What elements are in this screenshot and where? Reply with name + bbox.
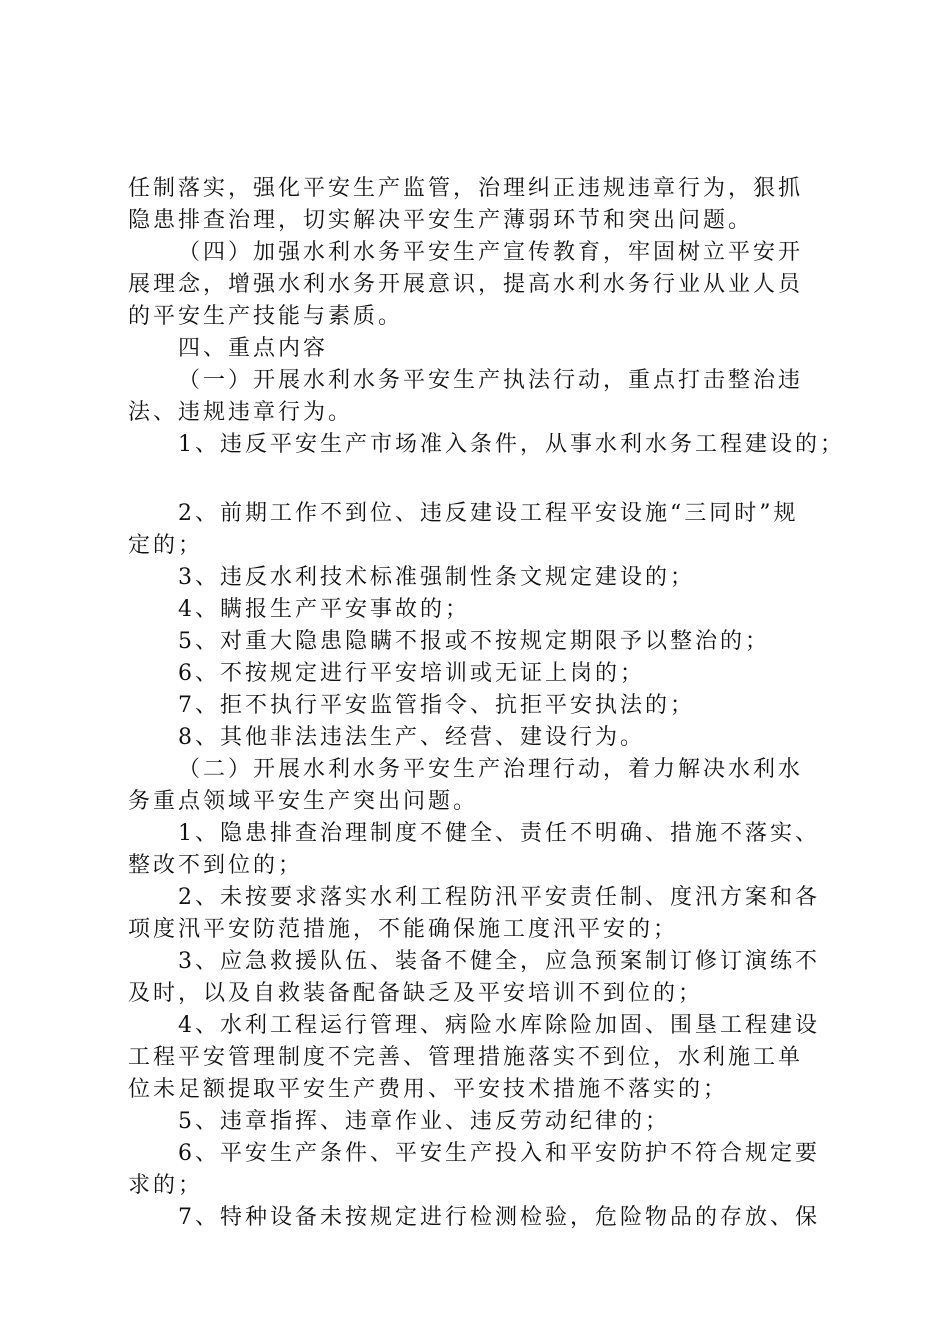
text-line: 2、前期工作不到位、违反建设工程平安设施“三同时”规 [178, 501, 799, 526]
text-line: （一）开展水利水务平安生产执法行动，重点打击整治违 [178, 368, 804, 393]
text-line: （二）开展水利水务平安生产治理行动，着力解决水利水 [178, 757, 804, 782]
text-line: 6、平安生产条件、平安生产投入和平安防护不符合规定要 [178, 1141, 820, 1166]
text-line: 务重点领域平安生产突出问题。 [128, 789, 479, 814]
text-line: 整改不到位的； [128, 853, 304, 878]
blank-line [128, 461, 828, 498]
text-line: 1、违反平安生产市场准入条件，从事水利水务工程建设的； [178, 432, 845, 457]
text-line: 5、对重大隐患隐瞒不报或不按规定期限予以整治的； [178, 629, 770, 654]
text-line: （四）加强水利水务平安生产宣传教育，牢固树立平安开 [178, 240, 804, 265]
text-line: 工程平安管理制度不完善、管理措施落实不到位，水利施工单 [128, 1045, 804, 1070]
text-line: 3、违反水利技术标准强制性条文规定建设的； [178, 565, 695, 590]
text-line: 4、水利工程运行管理、病险水库除险加固、围垦工程建设 [178, 1013, 820, 1038]
text-line: 位未足额提取平安生产费用、平安技术措施不落实的； [128, 1077, 729, 1102]
text-line: 定的； [128, 533, 204, 558]
text-line: 隐患排查治理，切实解决平安生产薄弱环节和突出问题。 [128, 208, 754, 233]
text-line: 的平安生产技能与素质。 [128, 304, 404, 329]
text-line: 3、应急救援队伍、装备不健全，应急预案制订修订演练不 [178, 949, 820, 974]
text-line: 求的； [128, 1173, 204, 1198]
text-line: 7、拒不执行平安监管指令、抗拒平安执法的； [178, 693, 695, 718]
text-line: 及时，以及自救装备配备缺乏及平安培训不到位的； [128, 981, 704, 1006]
section-heading: 四、重点内容 [178, 336, 329, 361]
text-line: 5、违章指挥、违章作业、违反劳动纪律的； [178, 1109, 670, 1134]
text-line: 法、违规违章行为。 [128, 400, 354, 425]
text-line: 2、未按要求落实水利工程防汛平安责任制、度汛方案和各 [178, 885, 820, 910]
text-line: 8、其他非法违法生产、经营、建设行为。 [178, 725, 645, 750]
text-line: 展理念，增强水利水务开展意识，提高水利水务行业从业人员 [128, 272, 804, 297]
text-line: 项度汛平安防范措施，不能确保施工度汛平安的； [128, 917, 679, 942]
text-line: 6、不按规定进行平安培训或无证上岗的； [178, 661, 645, 686]
document-body [128, 173, 845, 1234]
text-line: 4、瞒报生产平安事故的； [178, 597, 470, 622]
text-line: 7、特种设备未按规定进行检测检验，危险物品的存放、保 [178, 1205, 820, 1230]
text-line: 1、隐患排查治理制度不健全、责任不明确、措施不落实、 [178, 821, 820, 846]
text-line: 任制落实，强化平安生产监管，治理纠正违规违章行为，狠抓 [128, 176, 804, 201]
